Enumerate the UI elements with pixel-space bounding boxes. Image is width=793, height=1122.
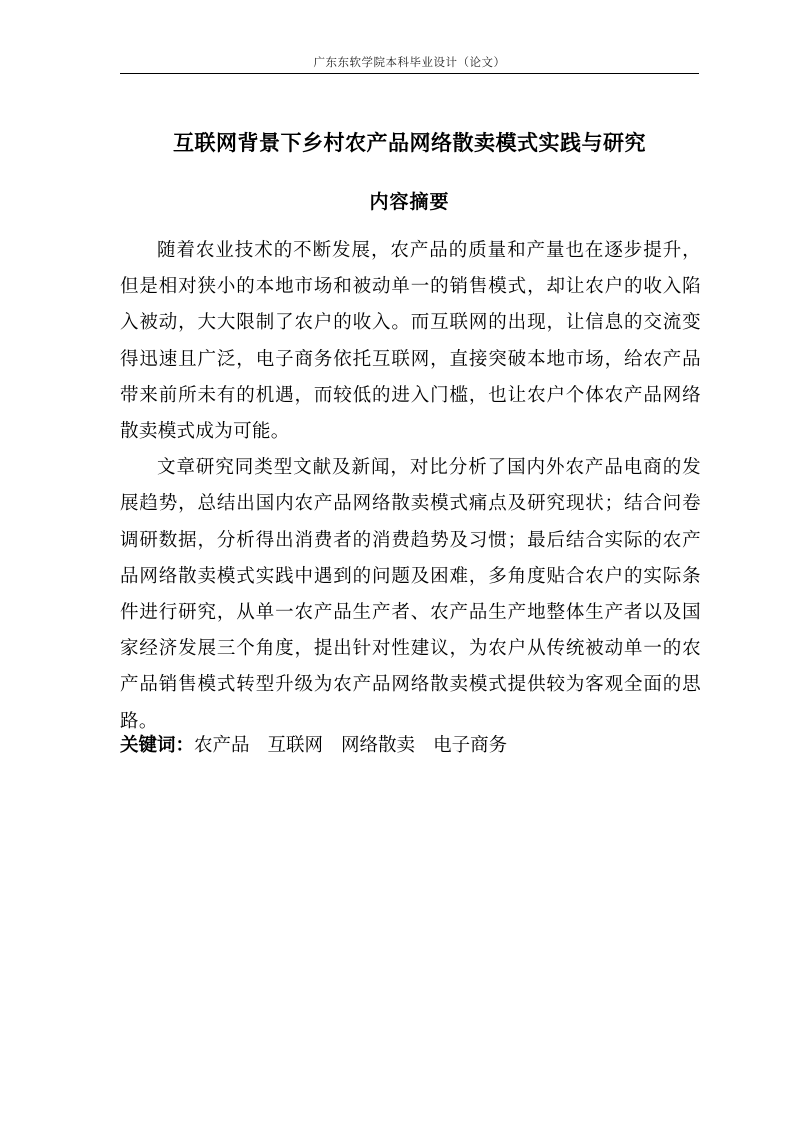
running-header: 广东东软学院本科毕业设计（论文）	[313, 55, 506, 69]
keyword-item: 网络散卖	[341, 735, 416, 756]
abstract-paragraph-2: 文章研究同类型文献及新闻，对比分析了国内外农产品电商的发展趋势，总结出国内农产品网络散卖模式痛点及研究现状；结合问卷调研数据，分析得出消费者的消费趋势及习惯；最后结合实际的农产品网络散卖模式实践中遇到的问题及困难，多角度贴合农户的实际条件进行研究，从单一农产品生产者、农产品生产地整体生产者以及国家经济发展三个角度，提出针对性建议，为农户从传统被动单一的农产品销售模式转型升级为农产品网络散卖模式提供较为客观全面的思路。	[120, 457, 701, 732]
keywords-label: 关键词：	[120, 735, 195, 756]
abstract-paragraph-1: 随着农业技术的不断发展，农产品的质量和产量也在逐步提升，但是相对狭小的本地市场和被动单一的销售模式，却让农户的收入陷入被动，大大限制了农户的收入。而互联网的出现，让信息的交流变得迅速且广泛，电子商务依托互联网，直接突破本地市场，给农产品带来前所未有的机遇，而较低的进入门槛，也让农户个体农产品网络散卖模式成为可能。	[120, 240, 701, 443]
document-title: 互联网背景下乡村农产品网络散卖模式实践与研究	[173, 131, 646, 155]
keyword-item: 互联网	[267, 735, 324, 756]
header-divider	[120, 73, 699, 74]
keyword-item: 农产品	[194, 735, 250, 756]
keywords-line	[120, 730, 699, 762]
keyword-item: 电子商务	[433, 735, 508, 756]
abstract-heading: 内容摘要	[369, 191, 450, 213]
abstract-body	[120, 233, 701, 740]
